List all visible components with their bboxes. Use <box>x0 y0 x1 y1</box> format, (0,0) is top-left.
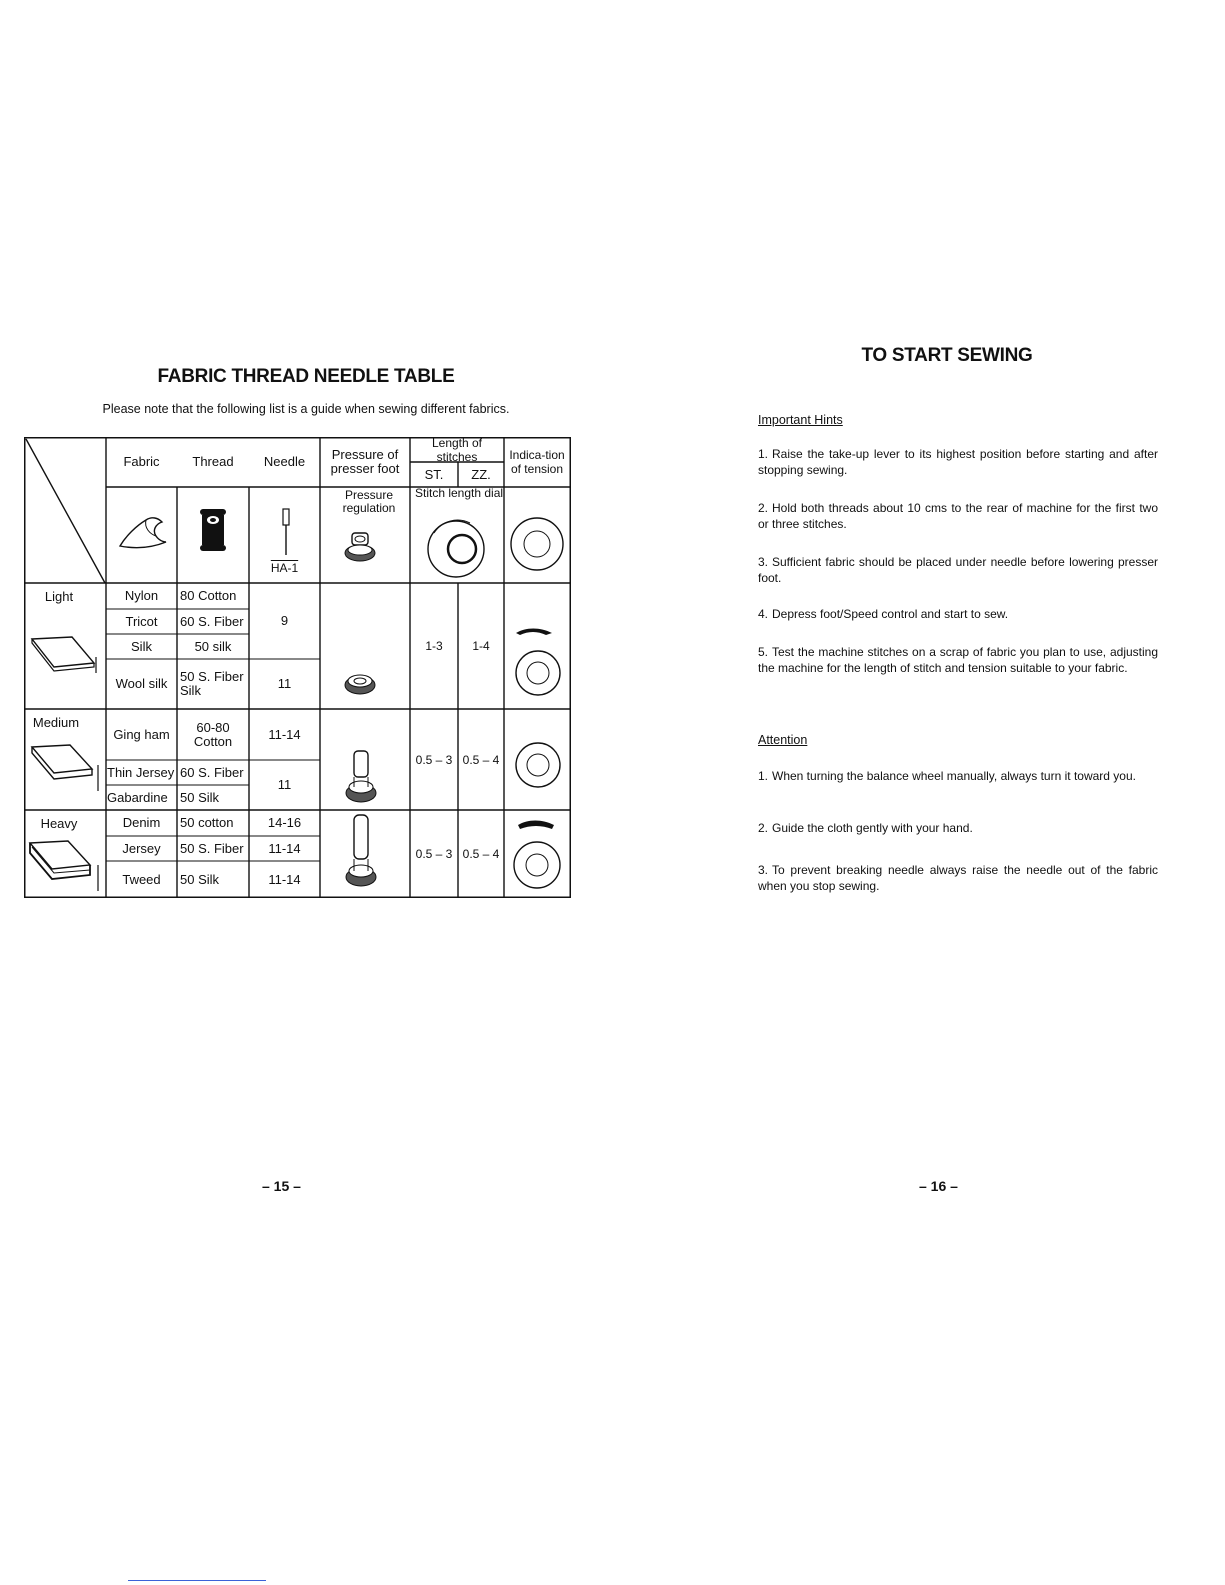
attention-1-num: 1. <box>758 769 769 783</box>
needle-medium-1: 11-14 <box>268 726 301 742</box>
needle-light-2: 11 <box>277 676 292 691</box>
hint-3 <box>758 554 1158 586</box>
hint-5-text: Test the machine stitches on a scrap of fabric you plan to use, adjusting the machine for the length of stitch and tension suitable to your fabric. <box>758 645 1158 675</box>
medium-tension-dial-icon <box>512 739 564 791</box>
header-zz: ZZ. <box>471 466 491 482</box>
needle-tweed: 11-14 <box>268 871 301 887</box>
fabric-gabardine: Gabardine <box>107 789 168 805</box>
hint-5-num: 5. <box>758 645 769 659</box>
needle-jersey: 11-14 <box>268 840 301 856</box>
hint-1-num: 1. <box>758 447 769 461</box>
light-st-length: 1-3 <box>425 639 443 653</box>
stitch-length-dial-label: Stitch length dial <box>415 486 504 500</box>
medium-zz-length: 0.5 – 4 <box>462 752 500 767</box>
fabric-gingham: Ging ham <box>113 726 170 742</box>
fabric-thin-jersey: Thin Jersey <box>107 764 175 780</box>
attention-3-num: 3. <box>758 863 769 877</box>
thread-heavy-50-silk: 50 Silk <box>180 871 220 887</box>
thread-60-s-fiber: 60 S. Fiber <box>180 613 244 629</box>
hint-1-text: Raise the take-up lever to its highest position before starting and after stopping sewing. <box>758 447 1158 477</box>
fabric-jersey: Jersey <box>122 840 161 856</box>
hint-2 <box>758 500 1158 532</box>
light-tension-dial-icon <box>512 625 564 707</box>
hint-5 <box>758 644 1158 676</box>
thread-spool-icon <box>198 507 228 553</box>
fabric-nylon: Nylon <box>124 588 159 603</box>
hint-3-text: Sufficient fabric should be placed under needle before lowering presser foot. <box>758 555 1158 585</box>
header-length: Length of stitches <box>431 435 483 464</box>
heavy-fabric-icon <box>28 835 104 895</box>
heavy-st-length: 0.5 – 3 <box>415 847 453 861</box>
hint-4-text: Depress foot/Speed control and start to sew. <box>772 607 1009 621</box>
table-subtitle: Please note that the following list is a guide when sewing different fabrics. <box>102 402 510 416</box>
group-light-label: Light <box>44 589 74 604</box>
light-fabric-icon <box>30 631 100 675</box>
hint-2-text: Hold both threads about 10 cms to the rear of machine for the first two or three stitches. <box>758 501 1158 531</box>
pressure-regulation-label: Pressure regulation <box>342 488 396 515</box>
header-thread: Thread <box>192 454 234 469</box>
needle-model: HA-1 <box>270 561 299 575</box>
attention-2-text: Guide the cloth gently with your hand. <box>772 821 973 835</box>
fabric-icon <box>116 512 170 556</box>
thread-50-silk: 50 silk <box>194 638 232 654</box>
thread-60-80-cotton: 60-80 Cotton <box>193 719 233 749</box>
hint-2-num: 2. <box>758 501 769 515</box>
thread-50-cotton: 50 cotton <box>180 815 234 830</box>
right-page <box>612 0 1225 1585</box>
page-title: FABRIC THREAD NEEDLE TABLE <box>157 366 455 387</box>
heavy-pressure-knob-icon <box>344 813 378 889</box>
light-pressure-knob-icon <box>342 669 378 699</box>
fabric-tricot: Tricot <box>125 613 158 629</box>
fabric-denim: Denim <box>122 815 161 830</box>
medium-pressure-knob-icon <box>344 749 378 805</box>
thread-heavy-50-s-fiber: 50 S. Fiber <box>180 840 244 856</box>
attention-2 <box>758 820 1158 836</box>
fabric-silk: Silk <box>131 638 152 654</box>
header-st: ST. <box>424 466 444 482</box>
attention-3-text: To prevent breaking needle always raise the needle out of the fabric when you stop sewing. <box>758 863 1158 893</box>
heavy-tension-dial-icon <box>510 815 564 895</box>
important-hints-heading: Important Hints <box>758 413 843 427</box>
needle-medium-2: 11 <box>277 777 292 792</box>
fabric-wool-silk: Wool silk <box>115 676 168 691</box>
fabric-tweed: Tweed <box>122 871 161 887</box>
header-fabric: Fabric <box>123 454 160 469</box>
page-number-left: – 15 – <box>262 1178 301 1194</box>
hint-3-num: 3. <box>758 555 769 569</box>
heavy-zz-length: 0.5 – 4 <box>462 847 500 861</box>
hint-4-num: 4. <box>758 607 769 621</box>
needle-light-1: 9 <box>280 613 289 628</box>
needle-icon <box>279 507 293 557</box>
thread-80-cotton: 80 Cotton <box>180 588 237 603</box>
attention-3 <box>758 862 1158 894</box>
group-heavy-label: Heavy <box>40 816 78 831</box>
medium-fabric-icon <box>30 739 104 795</box>
page-number-right: – 16 – <box>919 1178 958 1194</box>
group-medium-label: Medium <box>32 715 80 730</box>
thread-medium-60-s-fiber: 60 S. Fiber <box>180 764 244 780</box>
page-title: TO START SEWING <box>861 345 1033 366</box>
attention-2-num: 2. <box>758 821 769 835</box>
thread-medium-50-silk: 50 Silk <box>180 789 220 805</box>
header-tension: Indica-tion of tension <box>509 448 565 476</box>
pressure-knob-icon <box>342 529 378 565</box>
tension-dial-icon <box>508 515 566 573</box>
thread-50-s-fiber-silk: 50 S. Fiber Silk <box>180 669 244 698</box>
bottom-underline <box>128 1580 266 1581</box>
fabric-thread-needle-table <box>24 437 571 898</box>
hint-1 <box>758 446 1158 478</box>
needle-denim: 14-16 <box>267 815 302 830</box>
attention-1 <box>758 768 1158 784</box>
hint-4 <box>758 606 1158 622</box>
stitch-length-dial-icon <box>424 517 488 579</box>
medium-st-length: 0.5 – 3 <box>415 752 453 767</box>
light-zz-length: 1-4 <box>472 639 490 653</box>
attention-heading: Attention <box>758 733 808 747</box>
left-page <box>0 0 612 1585</box>
attention-1-text: When turning the balance wheel manually, always turn it toward you. <box>772 769 1136 783</box>
header-needle: Needle <box>263 454 306 469</box>
header-pressure: Pressure of presser foot <box>330 447 400 476</box>
